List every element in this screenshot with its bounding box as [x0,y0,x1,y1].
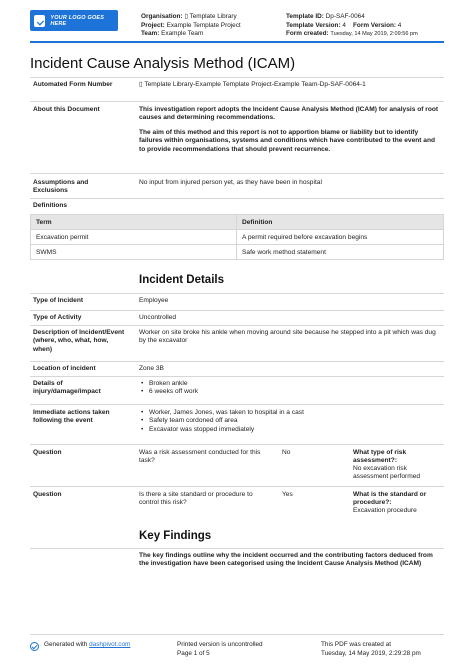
divider [30,548,444,549]
divider [30,444,444,445]
page-number: Page 1 of 5 [177,649,210,657]
question-label: Question [33,449,62,456]
page-header [0,0,474,44]
term-cell: Excavation permit [31,230,237,245]
page-title: Incident Cause Analysis Method (ICAM) [30,55,296,72]
footer-print-info [177,641,263,658]
team-label: Team: [141,30,160,38]
actions-label: Immediate actions taken following the event [33,409,110,425]
key-findings-heading: Key Findings [139,530,212,542]
footer-generated [44,641,130,650]
activity-type-label: Type of Activity [33,314,82,321]
list-item: • Worker, James Jones, was taken to hospital in a cast [139,409,439,417]
definition-column-header: Definition [237,215,444,230]
table-row [31,230,444,245]
incident-details-heading: Incident Details [139,274,224,286]
table-header-row [31,215,444,230]
list-item: • Broken ankle [139,380,439,388]
followup-value: Excavation procedure [353,507,417,514]
injury-list [139,380,439,397]
footer-divider [30,634,444,635]
location-value: Zone 3B [139,365,164,372]
followup-label: What type of risk assessment?: [353,449,407,465]
dashpivot-check-icon [30,642,39,651]
table-row [31,245,444,260]
created-date: Tuesday, 14 May 2019, 2:29:28 pm [321,649,421,657]
form-created-label: Form created: [286,30,329,38]
list-item: • Excavator was stopped immediately [139,426,439,434]
about-label: About this Document [33,106,100,113]
divider [30,173,444,174]
question-text: Was a risk assessment conducted for this task? [139,449,261,465]
definition-cell: Safe work method statement [237,245,444,260]
divider [30,404,444,405]
header-meta-organisation [141,13,241,39]
question-answer: No [282,449,291,456]
divider [30,325,444,326]
assumptions-label: Assumptions and Exclusions [33,179,89,195]
project-label: Project: [141,21,165,29]
term-column-header: Term [31,215,237,230]
company-logo [30,10,118,31]
definitions-table [30,214,444,260]
divider [30,361,444,362]
organisation-label: Organisation: [141,13,183,20]
header-meta-template [286,13,418,39]
template-version-label: Template Version: [286,21,341,29]
about-paragraph-1: This investigation report adopts the Incident Cause Analysis Method (ICAM) for analysis of root causes and determining recommendations. [139,106,439,122]
footer-created [321,641,421,658]
form-number-value: ▯ Template Library-Example Template Project-Example Team-Dp-SAF-0064-1 [139,81,366,88]
location-label: Location of incident [33,365,96,372]
generated-prefix: Generated with [44,641,88,648]
question-answer: Yes [282,491,293,498]
template-id-label: Template ID: [286,13,324,20]
template-version-value: 4 [342,21,346,29]
divider [30,293,444,294]
definition-cell: A permit required before excavation begins [237,230,444,245]
dashpivot-link[interactable]: dashpivot.com [89,641,131,648]
findings-text: The key findings outline why the incident occurred and the contributing factors deduced from the investigation have been categorised using the Incident Cause Analysis Method (ICAM) [139,552,433,568]
header-divider [30,41,444,43]
form-created-value: Tuesday, 14 May 2019, 2:09:56 pm [330,31,418,38]
divider [30,198,444,199]
divider [30,77,444,78]
created-prefix: This PDF was created at [321,641,391,648]
description-label: Description of Incident/Event (where, who, what, how, when) [33,329,125,353]
activity-type-value: Uncontrolled [139,314,177,321]
description-value: Worker on site broke his ankle when moving around site because he stepped into a pit which was dug by the excavator [139,329,436,345]
printed-notice: Printed version is uncontrolled [177,641,263,648]
incident-type-label: Type of Incident [33,297,84,304]
list-item: • 6 weeks off work [139,388,439,396]
divider [30,486,444,487]
template-id-value: Dp-SAF-0064 [325,13,365,20]
form-version-label: Form Version: [353,21,396,29]
list-item: • Safety team cordoned off area [139,417,439,425]
definitions-label: Definitions [33,202,68,209]
followup-value: No excavation risk assessment performed [353,465,421,481]
logo-text: YOUR LOGO GOES HERE [50,14,105,27]
form-number-label: Automated Form Number [33,81,113,88]
about-paragraph-2: The aim of this method and this report is not to apportion blame or liability but to identify failures within organisations, systems and conditions which have contributed to the event and to provide recommendations that should prevent recurrence. [139,129,436,153]
question-text: Is there a site standard or procedure to control this risk? [139,491,253,507]
project-value: Example Template Project [166,21,241,29]
team-value: Example Team [161,30,204,38]
term-cell: SWMS [31,245,237,260]
divider [30,101,444,102]
logo-check-icon [34,15,45,27]
injury-label: Details of injury/damage/impact [33,380,101,396]
assumptions-value: No input from injured person yet, as they have been in hospital [139,179,322,186]
followup-label: What is the standard or procedure?: [353,491,427,507]
form-version-value: 4 [397,21,402,29]
divider [30,310,444,311]
actions-list [139,409,439,434]
organisation-value: ▯ Template Library [184,13,237,20]
incident-type-value: Employee [139,297,169,304]
divider [30,376,444,377]
question-label: Question [33,491,62,498]
